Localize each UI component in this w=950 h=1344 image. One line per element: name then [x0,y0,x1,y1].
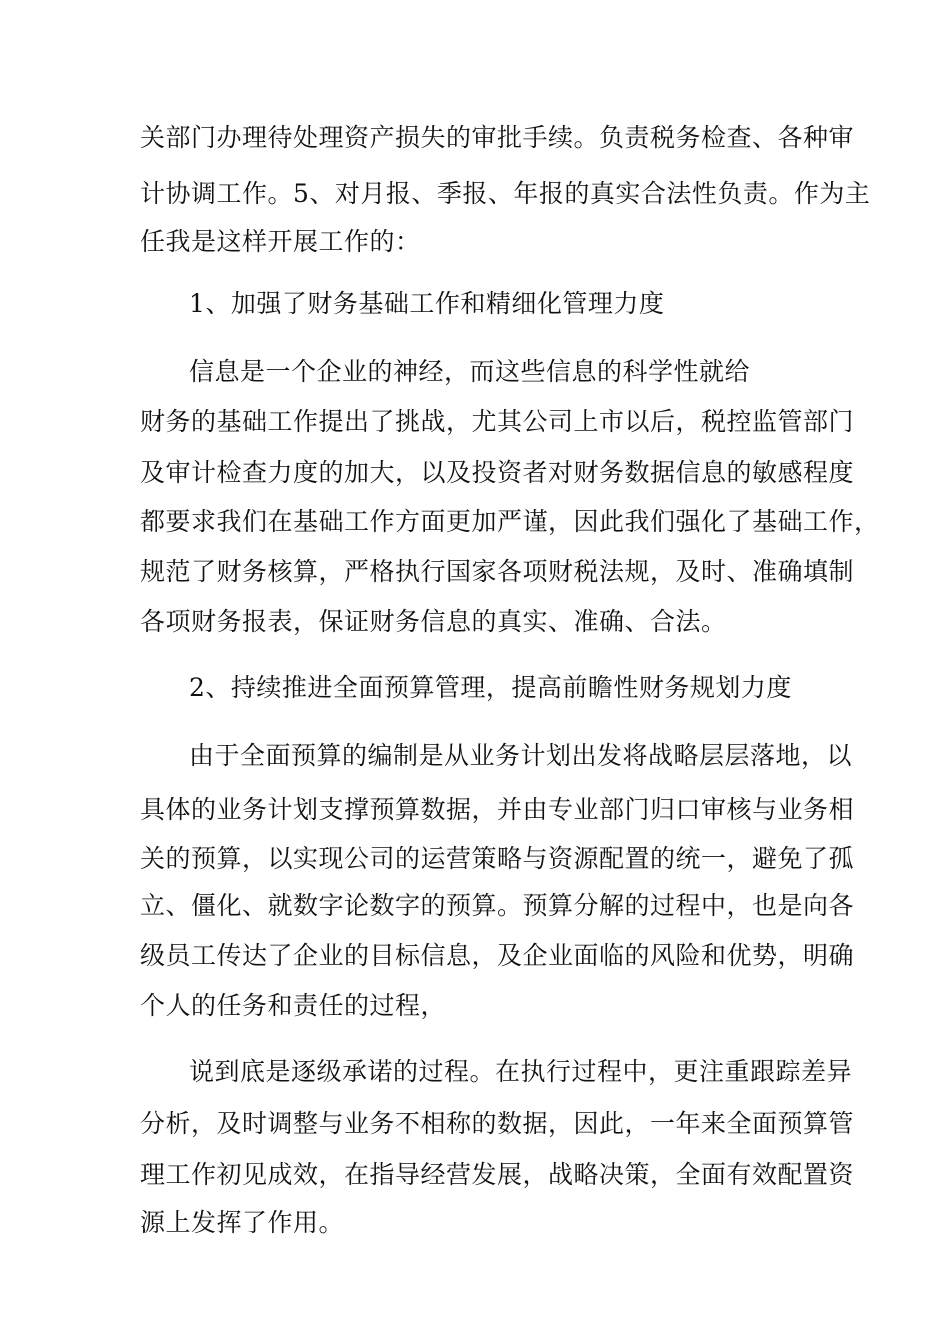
text-line: 级员工传达了企业的目标信息，及企业面临的风险和优势，明确 [140,941,855,970]
text-line: 理工作初见成效，在指导经营发展，战略决策，全面有效配置资 [140,1160,855,1189]
text-line: 及审计检查力度的加大，以及投资者对财务数据信息的敏感程度 [140,458,855,487]
text-line: 各项财务报表，保证财务信息的真实、准确、合法。 [140,607,727,636]
section-heading: 1、加强了财务基础工作和精细化管理力度 [189,289,665,318]
text-line: 立、僵化、就数字论数字的预算。预算分解的过程中，也是向各 [140,891,855,920]
text-line: 规范了财务核算，严格执行国家各项财税法规，及时、准确填制 [140,557,855,586]
text-line: 由于全面预算的编制是从业务计划出发将战略层层落地，以 [189,741,853,770]
text-line: 任我是这样开展工作的： [140,227,421,256]
text-line: 都要求我们在基础工作方面更加严谨，因此我们强化了基础工作， [140,507,880,536]
text-line: 具体的业务计划支撑预算数据，并由专业部门归口审核与业务相 [140,795,855,824]
text-line: 计协调工作。5、对月报、季报、年报的真实合法性负责。作为主 [140,179,871,208]
text-line: 关的预算，以实现公司的运营策略与资源配置的统一，避免了孤 [140,844,855,873]
text-line: 源上发挥了作用。 [140,1208,345,1237]
text-line: 说到底是逐级承诺的过程。在执行过程中，更注重跟踪差异 [189,1057,853,1086]
text-line: 财务的基础工作提出了挑战，尤其公司上市以后，税控监管部门 [140,407,855,436]
section-heading: 2、持续推进全面预算管理，提高前瞻性财务规划力度 [189,673,792,702]
text-line: 个人的任务和责任的过程， [140,991,447,1020]
text-line: 关部门办理待处理资产损失的审批手续。负责税务检查、各种审 [140,123,855,152]
text-line: 信息是一个企业的神经，而这些信息的科学性就给 [189,357,751,386]
text-line: 分析，及时调整与业务不相称的数据，因此，一年来全面预算管 [140,1109,855,1138]
